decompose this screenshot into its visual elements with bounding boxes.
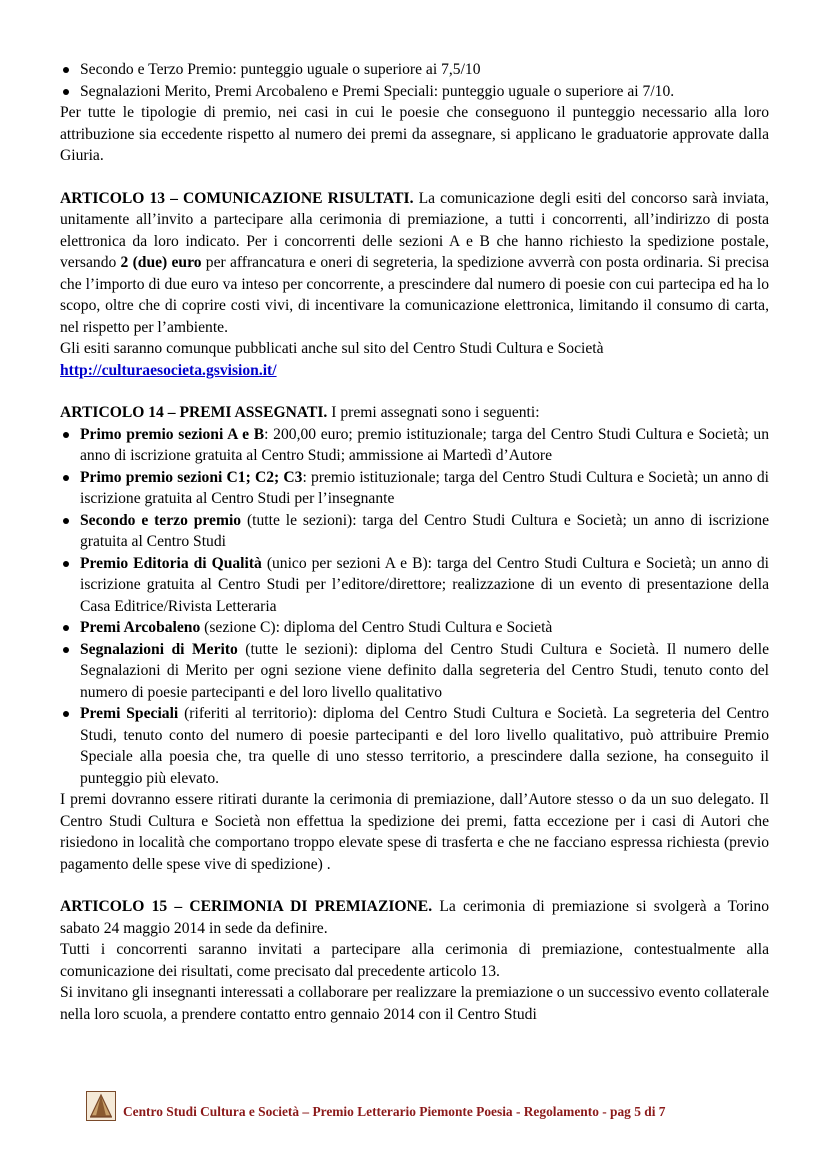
article-15: ARTICOLO 15 – CERIMONIA DI PREMIAZIONE. La cerimonia di premiazione si svolgerà a Torino sabato 24 maggio 2014 in sede da definire. — [60, 898, 769, 937]
list-item: Secondo e Terzo Premio: punteggio uguale o superiore ai 7,5/10 — [60, 59, 769, 81]
website-link[interactable]: http://culturaesocieta.gsvision.it/ — [60, 361, 277, 379]
list-item: Segnalazioni Merito, Premi Arcobaleno e Premi Speciali: punteggio uguale o superiore ai 7/10. — [60, 81, 769, 103]
list-item: Primo premio sezioni A e B: 200,00 euro; premio istituzionale; targa del Centro Studi Cultura e Società; un anno di iscrizione gratuita al Centro Studi; ammissione ai Martedì d’Autore — [60, 424, 769, 467]
paragraph: Si invitano gli insegnanti interessati a collaborare per realizzare la premiazione o un successivo evento collaterale nella loro scuola, a prendere contatto entro gennaio 2014 con il Centro Studi — [60, 984, 769, 1023]
article-heading: ARTICOLO 15 – CERIMONIA DI PREMIAZIONE. — [60, 898, 433, 915]
list-item: Secondo e terzo premio (tutte le sezioni): targa del Centro Studi Cultura e Società; un anno di iscrizione gratuita al Centro Studi — [60, 510, 769, 553]
article-heading: ARTICOLO 14 – PREMI ASSEGNATI. — [60, 404, 328, 421]
page-footer — [86, 1087, 766, 1121]
paragraph: Per tutte le tipologie di premio, nei casi in cui le poesie che conseguono il punteggio necessario alla loro attribuzione sia eccedente rispetto al numero dei premi da assegnare, si applicano le graduatorie approvate dalla Giuria. — [60, 104, 769, 164]
footer-text: Centro Studi Cultura e Società – Premio Letterario Piemonte Poesia - Regolamento - pag 5 di 7 — [123, 1104, 666, 1119]
list-item: Primo premio sezioni C1; C2; C3: premio istituzionale; targa del Centro Studi Cultura e Società; un anno di iscrizione gratuita al Centro Studi per l’insegnante — [60, 467, 769, 510]
logo-icon — [86, 1091, 116, 1121]
prize-list — [60, 424, 769, 790]
article-14: ARTICOLO 14 – PREMI ASSEGNATI. I premi assegnati sono i seguenti: — [60, 404, 540, 421]
list-item: Premi Speciali (riferiti al territorio): diploma del Centro Studi Cultura e Società. La segreteria del Centro Studi, tenuto conto del numero di poesie partecipanti e del loro livello qualitativo, può attribuire Premio Speciale alla poesia che, tra quelle di uno stesso territorio, a prescindere dalla sezione, ha conseguito il punteggio più elevato. — [60, 703, 769, 789]
list-item: Premi Arcobaleno (sezione C): diploma del Centro Studi Cultura e Società — [60, 617, 769, 639]
paragraph: Tutti i concorrenti saranno invitati a partecipare alla cerimonia di premiazione, contestualmente alla comunicazione dei risultati, come precisato dal precedente articolo 13. — [60, 941, 769, 980]
article-13: ARTICOLO 13 – COMUNICAZIONE RISULTATI. La comunicazione degli esiti del concorso sarà inviata, unitamente all’invito a partecipare alla cerimonia di premiazione, a tutti i concorrenti, all’indirizzo di posta elettronica da loro indicato. Per i concorrenti delle sezioni A e B che hanno richiesto la spedizione postale, versando 2 (due) euro per affrancatura e oneri di segreteria, la spedizione avverrà con posta ordinaria. Si precisa che l’importo di due euro va inteso per concorrente, a prescindere dal numero di poesie con cui partecipa ed ha lo scopo, oltre che di coprire costi vivi, di incentivare la comunicazione elettronica, limitando il consumo di carta, nel rispetto per l’ambiente. — [60, 189, 769, 336]
article-heading: ARTICOLO 13 – COMUNICAZIONE RISULTATI. — [60, 189, 414, 207]
score-threshold-list — [60, 59, 769, 102]
paragraph: Gli esiti saranno comunque pubblicati anche sul sito del Centro Studi Cultura e Società — [60, 340, 604, 357]
paragraph: I premi dovranno essere ritirati durante la cerimonia di premiazione, dall’Autore stesso o da un suo delegato. Il Centro Studi Cultura e Società non effettua la spedizione dei premi, fatta eccezione per i casi di Autori che risiedono in località che comportano troppo elevate spese di trasferta e che ne facciano espressa richiesta (previo pagamento delle spese vive di spedizione) . — [60, 791, 769, 873]
document-page — [60, 59, 769, 1025]
list-item: Segnalazioni di Merito (tutte le sezioni): diploma del Centro Studi Cultura e Società. Il numero delle Segnalazioni di Merito per ogni sezione viene definito dalla segreteria del Centro Studi, tenuto conto del numero di poesie partecipanti e del loro livello qualitativo — [60, 639, 769, 704]
list-item: Premio Editoria di Qualità (unico per sezioni A e B): targa del Centro Studi Cultura e Società; un anno di iscrizione gratuita al Centro Studi per l’editore/direttore; realizzazione di un evento di presentazione della Casa Editrice/Rivista Letteraria — [60, 553, 769, 618]
